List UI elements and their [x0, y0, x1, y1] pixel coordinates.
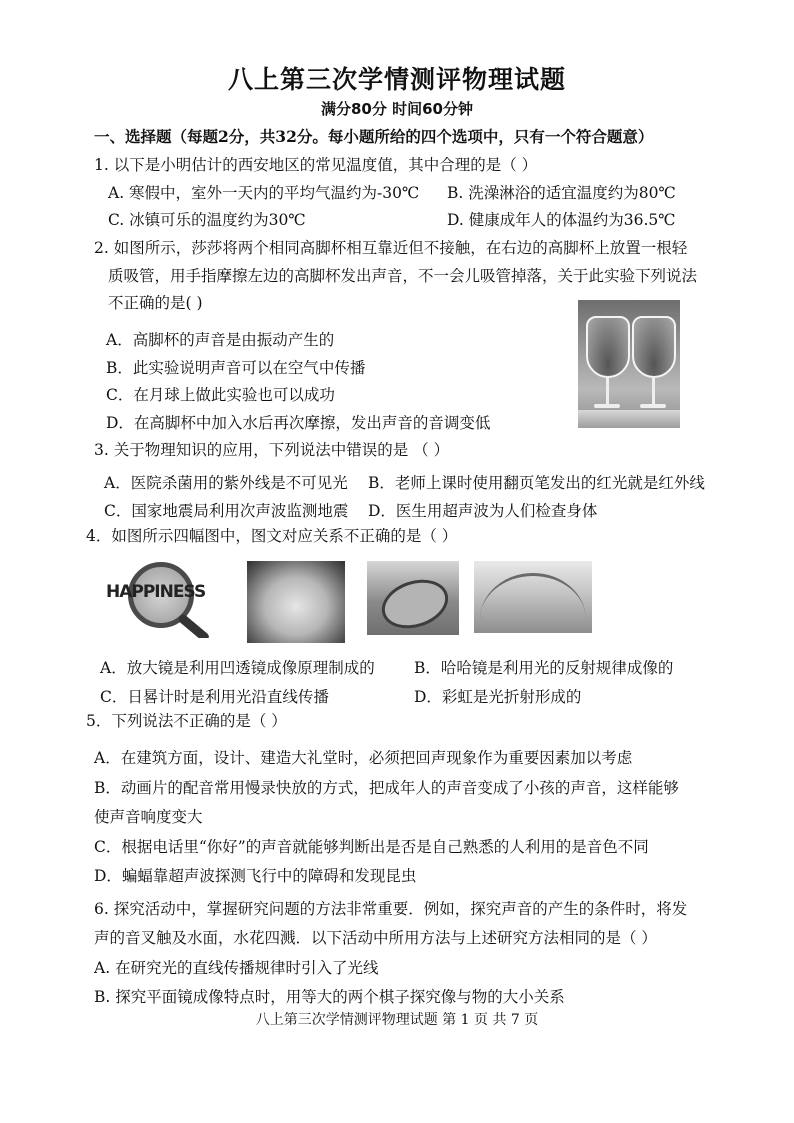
q5-option-b-line1: B．动画片的配音常用慢录快放的方式，把成年人的声音变成了小孩的声音，这样能够 [94, 779, 679, 797]
q5-option-d: D．蝙蝠靠超声波探测飞行中的障碍和发现昆虫 [94, 867, 417, 885]
q6-option-b: B. 探究平面镜成像特点时，用等大的两个棋子探究像与物的大小关系 [94, 988, 565, 1006]
magnifier-word: HAPPINESS [106, 582, 206, 602]
q1-option-d: D. 健康成年人的体温约为36.5℃ [447, 211, 676, 229]
q3-stem: 3. 关于物理知识的应用，下列说法中错误的是 （ ） [94, 441, 450, 459]
exam-title: 八上第三次学情测评物理试题 [227, 65, 566, 94]
q2-stem-line3: 不正确的是( ) [108, 294, 203, 312]
q2-option-d: D．在高脚杯中加入水后再次摩擦，发出声音的音调变低 [106, 414, 491, 432]
section-heading: 一、选择题（每题2分，共32分。每小题所给的四个选项中，只有一个符合题意） [94, 127, 654, 146]
q5-option-c: C．根据电话里“你好”的声音就能够判断出是否是自己熟悉的人利用的是音色不同 [94, 838, 649, 856]
q1-option-c: C. 冰镇可乐的温度约为30℃ [108, 211, 306, 229]
sundial-image [367, 561, 459, 635]
q3-option-d: D．医生用超声波为人们检查身体 [368, 502, 598, 520]
q6-stem-line2: 声的音叉触及水面，水花四溅．以下活动中所用方法与上述研究方法相同的是（ ） [94, 929, 657, 947]
left-glass [586, 316, 630, 378]
q4-option-a: A．放大镜是利用凹透镜成像原理制成的 [100, 659, 375, 677]
q1-option-b: B. 洗澡淋浴的适宜温度约为80℃ [447, 184, 676, 202]
funhouse-mirror-image [247, 561, 345, 643]
q1-stem: 1. 以下是小明估计的西安地区的常见温度值，其中合理的是（ ） [94, 156, 538, 174]
q2-stem-line1: 2. 如图所示，莎莎将两个相同高脚杯相互靠近但不接触，在右边的高脚杯上放置一根轻 [94, 239, 688, 257]
exam-subtitle: 满分80分 时间60分钟 [321, 100, 473, 118]
q4-option-c: C．日晷计时是利用光沿直线传播 [100, 688, 329, 706]
q2-option-a: A．高脚杯的声音是由振动产生的 [106, 331, 335, 349]
q5-stem: 5．下列说法不正确的是（ ） [86, 712, 287, 730]
q3-option-a: A．医院杀菌用的紫外线是不可见光 [104, 474, 348, 492]
q2-option-b: B．此实验说明声音可以在空气中传播 [106, 359, 366, 377]
page-footer: 八上第三次学情测评物理试题 第 1 页 共 7 页 [255, 1012, 539, 1028]
q5-option-a: A．在建筑方面，设计、建造大礼堂时，必须把回声现象作为重要因素加以考虑 [94, 749, 633, 767]
q2-stem-line2: 质吸管，用手指摩擦左边的高脚杯发出声音，不一会儿吸管掉落，关于此实验下列说法 [108, 267, 698, 285]
magnifier-handle [177, 613, 210, 638]
sundial-dial [376, 572, 455, 635]
q6-option-a: A. 在研究光的直线传播规律时引入了光线 [94, 959, 379, 977]
magnifier-image [104, 560, 222, 638]
q4-option-b: B．哈哈镜是利用光的反射规律成像的 [414, 659, 674, 677]
q4-stem: 4．如图所示四幅图中，图文对应关系不正确的是（ ） [86, 527, 458, 545]
q3-option-b: B．老师上课时使用翻页笔发出的红光就是红外线 [368, 474, 705, 492]
q2-option-c: C．在月球上做此实验也可以成功 [106, 386, 335, 404]
rainbow-image [474, 561, 592, 633]
q5-option-b-line2: 使声音响度变大 [94, 808, 203, 826]
wine-glasses-image [578, 300, 680, 428]
q3-option-c: C．国家地震局利用次声波监测地震 [104, 502, 349, 520]
q1-option-a: A. 寒假中，室外一天内的平均气温约为-30℃ [108, 184, 420, 202]
right-glass [632, 316, 676, 378]
rainbow-arc [480, 573, 586, 633]
q4-option-d: D．彩虹是光折射形成的 [414, 688, 582, 706]
q6-stem-line1: 6. 探究活动中，掌握研究问题的方法非常重要．例如，探究声音的产生的条件时，将发 [94, 900, 688, 918]
